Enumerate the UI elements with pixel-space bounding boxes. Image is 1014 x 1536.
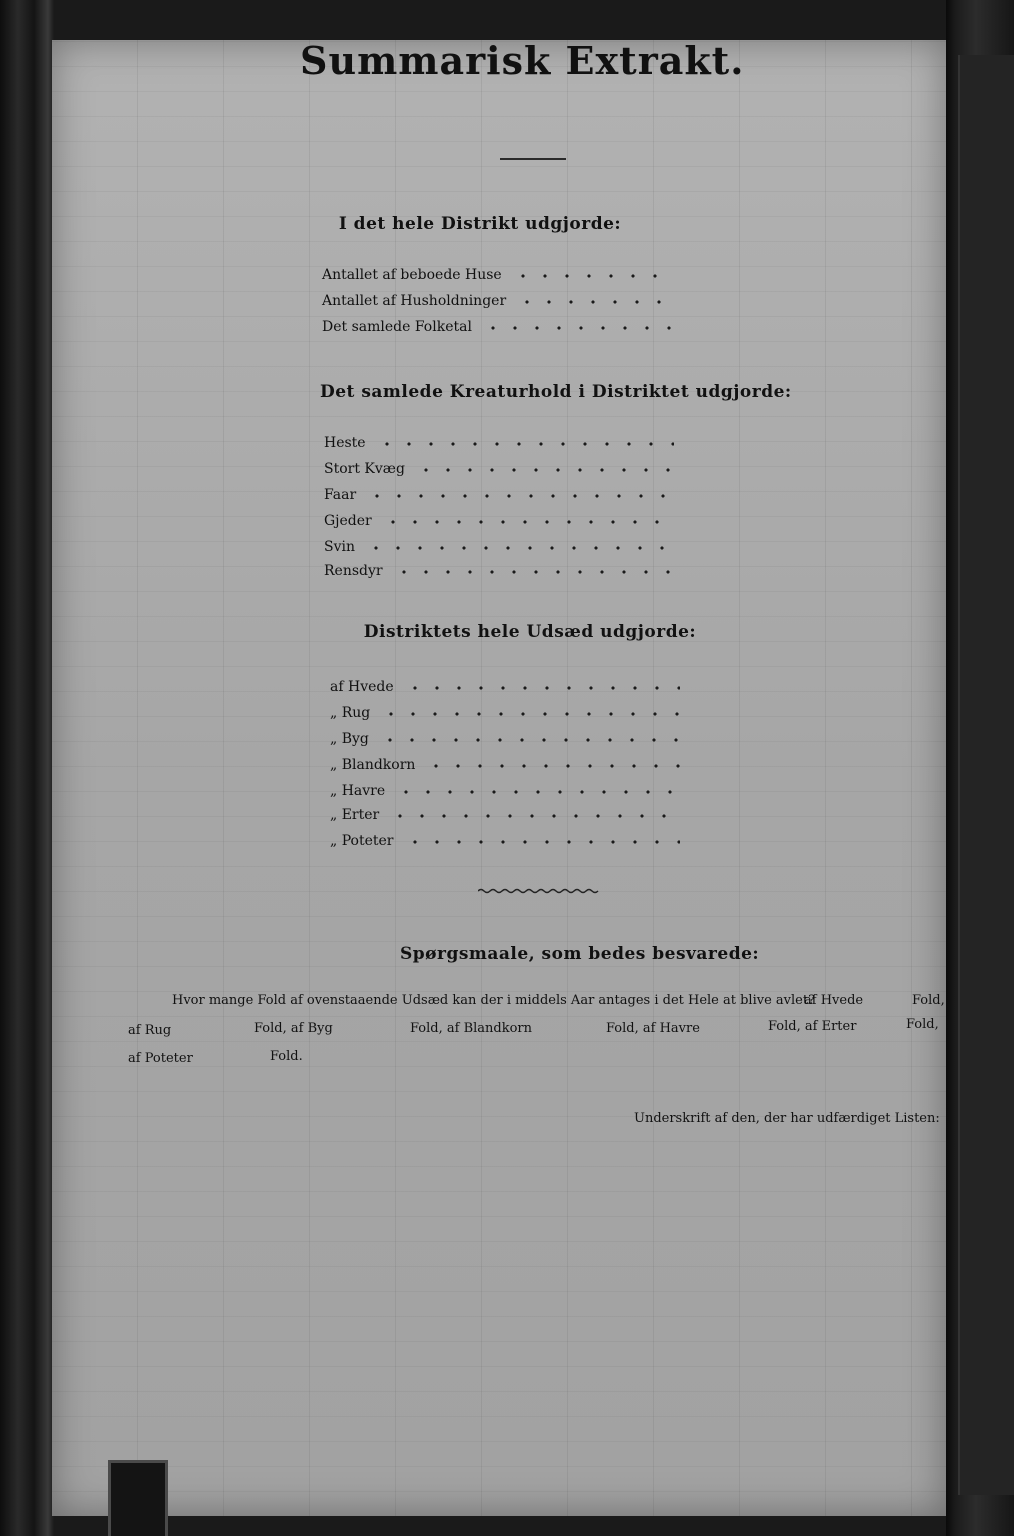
row-label: „ Blandkorn	[330, 757, 416, 773]
row-label: „ Byg	[330, 731, 369, 747]
poteter-label: af Poteter	[128, 1051, 193, 1066]
hvede-label: af Hvede	[804, 993, 864, 1008]
row-label: „ Poteter	[330, 833, 394, 849]
row-label: Det samlede Folketal	[322, 319, 472, 335]
row-label: af Hvede	[330, 679, 394, 695]
section2-heading: Det samlede Kreaturhold i Distriktet udgjorde:	[320, 382, 792, 402]
dot-leader	[411, 468, 674, 472]
dot-leader	[508, 274, 672, 278]
section3-row	[330, 700, 680, 720]
section3-row	[330, 802, 680, 822]
blandkorn-field: Fold, af Blandkorn	[410, 1021, 533, 1036]
havre-field: Fold, af Havre	[606, 1021, 700, 1036]
dot-leader	[362, 494, 674, 498]
section3-row	[330, 674, 680, 694]
byg-field: Fold, af Byg	[254, 1021, 333, 1036]
section3-row	[330, 828, 680, 848]
row-label: Antallet af Husholdninger	[322, 293, 507, 309]
binding-tab	[108, 1460, 168, 1536]
section3-row	[330, 752, 680, 772]
section2-row	[324, 482, 674, 502]
line2-end-fold: Fold,	[906, 1017, 939, 1032]
rug-label: af Rug	[128, 1023, 172, 1038]
row-label: Faar	[324, 487, 357, 503]
dot-leader	[400, 686, 680, 690]
dot-leader	[375, 738, 680, 742]
dot-leader	[372, 442, 674, 446]
row-label: „ Erter	[330, 807, 380, 823]
signature-line: Underskrift af den, der har udfærdiget Listen:	[634, 1111, 940, 1126]
row-label: „ Havre	[330, 783, 386, 799]
adjacent-page-strip	[958, 55, 1014, 1495]
dot-leader	[400, 840, 681, 844]
section1-row	[322, 314, 672, 334]
poteter-fold: Fold.	[270, 1049, 303, 1064]
section2-row	[324, 558, 674, 578]
erter-field: Fold, af Erter	[768, 1019, 857, 1034]
section1-heading: I det hele Distrikt udgjorde:	[338, 214, 622, 234]
section3-row	[330, 726, 680, 746]
dot-leader	[389, 570, 674, 574]
section2-row	[324, 534, 674, 554]
dot-leader	[421, 764, 680, 768]
hvede-fold: Fold,	[912, 993, 945, 1008]
questions-heading: Spørgsmaale, som bedes besvarede:	[400, 944, 760, 964]
question-text: Hvor mange Fold af ovenstaaende Udsæd kan der i middels Aar antages i det Hele at blive avlet?	[172, 993, 816, 1008]
section2-row	[324, 508, 674, 528]
wavy-divider	[478, 886, 600, 896]
dot-leader	[376, 712, 680, 716]
row-label: Rensdyr	[324, 563, 383, 579]
section2-row	[324, 430, 674, 450]
row-label: Stort Kvæg	[324, 461, 405, 477]
dot-leader	[361, 546, 674, 550]
row-label: Antallet af beboede Huse	[322, 267, 502, 283]
section3-heading: Distriktets hele Udsæd udgjorde:	[363, 622, 697, 642]
page-title: Summarisk Extrakt.	[300, 38, 745, 83]
row-label: Gjeder	[324, 513, 372, 529]
title-rule	[500, 158, 566, 160]
dot-leader	[378, 520, 674, 524]
dot-leader	[391, 790, 680, 794]
section2-row	[324, 456, 674, 476]
dot-leader	[478, 326, 672, 330]
section3-row	[330, 778, 680, 798]
row-label: „ Rug	[330, 705, 371, 721]
section1-row	[322, 262, 672, 282]
dot-leader	[512, 300, 672, 304]
dot-leader	[385, 814, 680, 818]
section1-row	[322, 288, 672, 308]
row-label: Heste	[324, 435, 366, 451]
row-label: Svin	[324, 539, 355, 555]
